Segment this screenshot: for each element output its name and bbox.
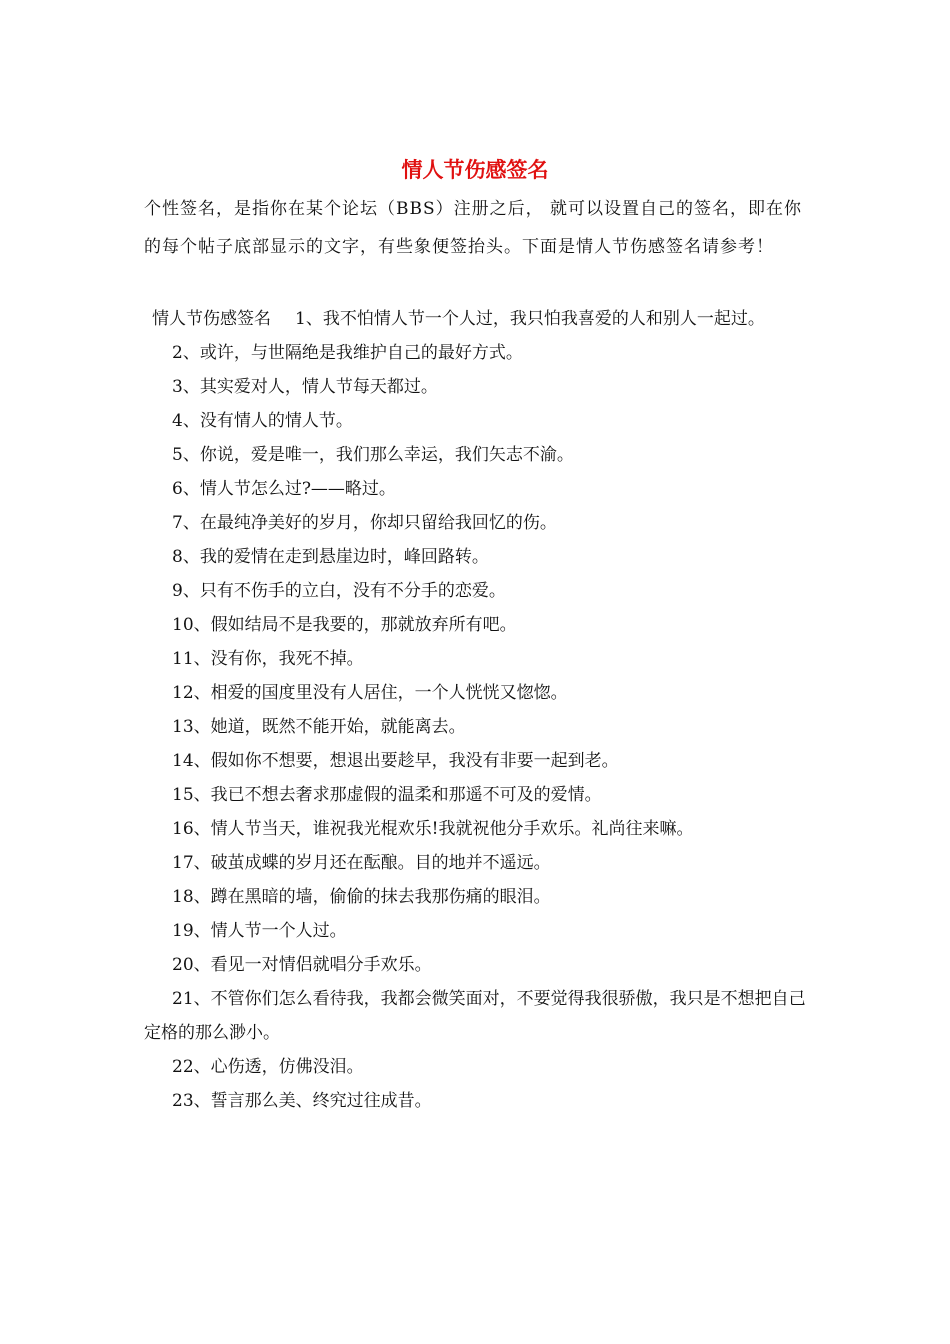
list-item: 18、蹲在黑暗的墙，偷偷的抹去我那伤痛的眼泪。 — [172, 887, 551, 907]
list-item: 6、情人节怎么过?——略过。 — [172, 479, 396, 499]
list-item: 12、相爱的国度里没有人居住，一个人恍恍又惚惚。 — [172, 683, 568, 703]
list-item: 8、我的爱情在走到悬崖边时，峰回路转。 — [172, 547, 489, 567]
list-item: 19、情人节一个人过。 — [172, 921, 347, 941]
list-item: 16、情人节当天，谁祝我光棍欢乐!我就祝他分手欢乐。礼尚往来嘛。 — [172, 819, 694, 839]
document-body — [144, 190, 809, 1118]
list-item: 21、不管你们怎么看待我，我都会微笑面对，不要觉得我很骄傲，我只是不想把自己定格的那么渺小。 — [144, 989, 806, 1043]
list-item: 3、其实爱对人，情人节每天都过。 — [172, 377, 438, 397]
document-title: 情人节伤感签名 — [401, 158, 549, 182]
list-item: 2、或许，与世隔绝是我维护自己的最好方式。 — [172, 343, 523, 363]
list-item: 5、你说，爱是唯一，我们那么幸运，我们矢志不渝。 — [172, 445, 574, 465]
list-item: 11、没有你，我死不掉。 — [172, 649, 364, 669]
list-item: 10、假如结局不是我要的，那就放弃所有吧。 — [172, 615, 517, 635]
section-label: 情人节伤感签名 — [152, 309, 271, 329]
signature-list — [144, 302, 809, 1118]
list-item: 9、只有不伤手的立白，没有不分手的恋爱。 — [172, 581, 506, 601]
list-item: 17、破茧成蝶的岁月还在酝酿。目的地并不遥远。 — [172, 853, 551, 873]
list-item: 22、心伤透，仿佛没泪。 — [172, 1057, 364, 1077]
intro-paragraph: 个性签名，是指你在某个论坛（BBS）注册之后， 就可以设置自己的签名，即在你的每个帖子底部显示的文字，有些象便签抬头。下面是情人节伤感签名请参考！ — [144, 199, 803, 257]
list-item — [144, 302, 809, 336]
list-item-text: 1、我不怕情人节一个人过，我只怕我喜爱的人和别人一起过。 — [295, 309, 765, 329]
list-item: 20、看见一对情侣就唱分手欢乐。 — [172, 955, 432, 975]
list-item: 4、没有情人的情人节。 — [172, 411, 353, 431]
list-item: 23、誓言那么美、终究过往成昔。 — [172, 1091, 432, 1111]
list-item: 15、我已不想去奢求那虚假的温柔和那遥不可及的爱情。 — [172, 785, 602, 805]
list-item: 14、假如你不想要，想退出要趁早，我没有非要一起到老。 — [172, 751, 619, 771]
list-item: 7、在最纯净美好的岁月，你却只留给我回忆的伤。 — [172, 513, 557, 533]
list-item: 13、她道，既然不能开始，就能离去。 — [172, 717, 466, 737]
